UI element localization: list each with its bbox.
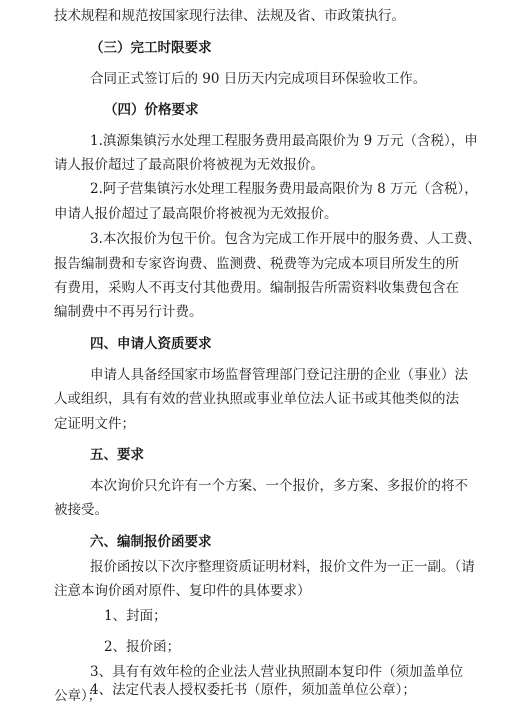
- paragraph-line: 被接受。: [54, 502, 108, 518]
- list-item: 公章）；: [54, 688, 102, 704]
- paragraph-line: 编制费中不再另行计费。: [54, 304, 203, 320]
- list-item: 1、封面；: [104, 608, 167, 624]
- paragraph-line: 报告编制费和专家咨询费、监测费、税费等为完成本项目所发生的所: [54, 256, 459, 272]
- paragraph-line: 2.阿子营集镇污水处理工程服务费用最高限价为 8 万元（含税），: [90, 181, 478, 197]
- section-heading-qualification: 四、申请人资质要求: [90, 336, 212, 352]
- paragraph-line: 注意本询价函对原件、复印件的具体要求）: [54, 583, 311, 599]
- paragraph-line: 报价函按以下次序整理资质证明材料，报价文件为一正一副。（请: [90, 559, 475, 575]
- paragraph-line: 申请人报价超过了最高限价将被视为无效报价。: [54, 206, 338, 222]
- section-heading-price: （四）价格要求: [104, 102, 199, 118]
- paragraph-line: 申请人具备经国家市场监督管理部门登记注册的企业（事业）法: [90, 367, 468, 383]
- section-heading-completion-time: （三）完工时限要求: [90, 40, 212, 56]
- list-item: 2、报价函；: [104, 639, 181, 655]
- paragraph-line: 技术规程和规范按国家现行法律、法规及省、市政策执行。: [54, 8, 405, 24]
- paragraph-line: 本次询价只允许有一个方案、一个报价，多方案、多报价的将不: [90, 478, 468, 494]
- paragraph-line: 1.滇源集镇污水处理工程服务费用最高限价为 9 万元（含税），申: [90, 133, 478, 149]
- paragraph-line: 合同正式签订后的 90 日历天内完成项目环保验收工作。: [90, 71, 427, 87]
- list-item: 4、法定代表人授权委托书（原件，须加盖单位公章）；: [90, 682, 416, 698]
- paragraph-line: 人或组织，具有有效的营业执照或事业单位法人证书或其他类似的法: [54, 391, 459, 407]
- section-heading-quotation-letter: 六、编制报价函要求: [90, 534, 212, 550]
- list-item: 3、具有有效年检的企业法人营业执照副本复印件（须加盖单位: [90, 664, 464, 680]
- paragraph-line: 定证明文件；: [54, 416, 135, 432]
- paragraph-line: 3.本次报价为包干价。包含为完成工作开展中的服务费、人工费、: [90, 231, 481, 247]
- paragraph-line: 有费用，采购人不再支付其他费用。编制报告所需资料收集费包含在: [54, 280, 459, 296]
- section-heading-requirements: 五、要求: [90, 447, 144, 463]
- paragraph-line: 请人报价超过了最高限价将被视为无效报价。: [54, 157, 324, 173]
